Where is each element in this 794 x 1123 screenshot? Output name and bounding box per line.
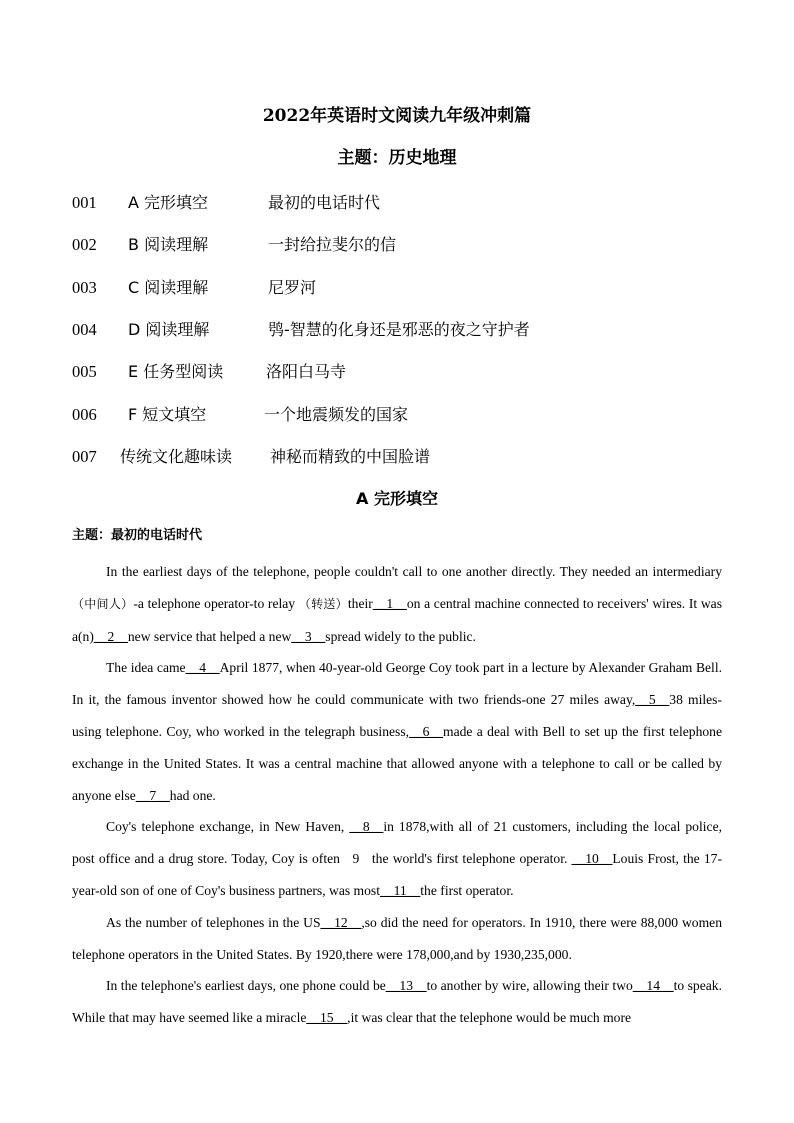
passage-text: made a deal with Bell to set up the first telephone exchange in the United States. It was a central machine that allowed anyone with a telephone to call or be called by anyone else xyxy=(72,723,722,803)
passage-paragraph xyxy=(72,556,722,652)
document-title: 2022年英语时文阅读九年级冲刺篇 xyxy=(262,106,532,126)
blank-6[interactable]: __6__ xyxy=(409,723,444,739)
document-subtitle: 主题：历史地理 xyxy=(337,148,457,168)
passage-paragraph xyxy=(72,970,722,1034)
blank-14[interactable]: __14__ xyxy=(632,978,674,994)
passage-text: The idea came xyxy=(106,660,186,676)
passage-paragraph xyxy=(72,652,722,811)
passage-text: spread widely to the public. xyxy=(325,628,476,644)
passage-text: in 1878,with all of 21 customers, including the local police, post office and a drug store. Today, Coy is often xyxy=(72,819,722,867)
passage-text: 38 miles-using telephone. Coy, who worked in the telegraph business, xyxy=(72,692,722,739)
passage-text: to another by wire, allowing their two xyxy=(426,978,633,994)
toc-item-topic: 神秘而精致的中国脸谱 xyxy=(270,447,431,466)
blank-12[interactable]: __12__ xyxy=(320,914,362,930)
passage-text: -a telephone operator-to relay xyxy=(133,595,296,611)
blank-7[interactable]: __7__ xyxy=(135,787,170,803)
toc-item-type: B 阅读理解 xyxy=(128,235,209,254)
section-topic: 主题：最初的电话时代 xyxy=(72,528,203,543)
passage-text: ,so did the need for operators. In 1910, there were 88,000 women telephone operators in the United States. By 1920,there were 178,000,and by 1930,235,000. xyxy=(72,914,722,962)
blank-8[interactable]: __8__ xyxy=(349,819,384,835)
toc-item-topic: 鸮-智慧的化身还是邪恶的夜之守护者 xyxy=(268,320,530,339)
blank-3[interactable]: __3__ xyxy=(291,628,326,644)
toc-item-number: 001 xyxy=(72,193,97,212)
blank-4[interactable]: __4__ xyxy=(185,660,220,676)
toc-item-type: D 阅读理解 xyxy=(128,320,210,339)
toc-item-topic: 尼罗河 xyxy=(268,278,317,297)
passage-text: new service that helped a new xyxy=(127,628,292,644)
passage-paragraph xyxy=(72,907,722,971)
toc-item-number: 005 xyxy=(72,362,97,381)
section-title: A 完形填空 xyxy=(356,489,438,508)
toc-item-type: A 完形填空 xyxy=(128,193,209,212)
passage-text: Coy's telephone exchange, in New Haven, xyxy=(106,819,345,835)
blank-9[interactable]: 9 xyxy=(352,851,360,867)
toc-item-number: 004 xyxy=(72,320,97,339)
passage-text: the world's first telephone operator. xyxy=(371,851,568,867)
passage-text: on a central machine connected to receivers' wires. It was a(n) xyxy=(72,595,722,644)
toc-item-type: 传统文化趣味读 xyxy=(120,447,233,466)
toc-item-topic: 一个地震频发的国家 xyxy=(264,405,409,424)
cloze-passage xyxy=(72,556,722,1034)
passage-text: to speak. While that may have seemed like a miracle xyxy=(72,978,722,1026)
blank-1[interactable]: __1__ xyxy=(372,595,407,611)
chinese-gloss: （中间人） xyxy=(72,596,134,611)
passage-text: Louis Frost, the 17-year-old son of one of Coy's business partners, was most xyxy=(72,851,722,898)
toc-item-topic: 一封给拉斐尔的信 xyxy=(268,235,397,254)
toc-item-number: 002 xyxy=(72,235,97,254)
passage-text: In the telephone's earliest days, one phone could be xyxy=(106,978,386,994)
chinese-gloss: （转送） xyxy=(298,596,348,611)
blank-15[interactable]: __15__ xyxy=(306,1010,348,1026)
toc-item-topic: 最初的电话时代 xyxy=(268,193,381,212)
passage-text: ,it was clear that the telephone would be much more xyxy=(347,1010,632,1026)
toc-item-number: 007 xyxy=(72,447,97,466)
toc-item-type: E 任务型阅读 xyxy=(128,362,224,381)
blank-5[interactable]: __5__ xyxy=(635,692,670,708)
blank-13[interactable]: __13__ xyxy=(385,978,427,994)
passage-text: As the number of telephones in the US xyxy=(106,914,321,930)
toc-item-topic: 洛阳白马寺 xyxy=(266,362,347,381)
blank-2[interactable]: __2__ xyxy=(93,628,128,644)
toc-item-type: C 阅读理解 xyxy=(128,278,209,297)
passage-text: their xyxy=(347,595,373,611)
toc-item-type: F 短文填空 xyxy=(128,405,207,424)
passage-text: the first operator. xyxy=(420,882,514,898)
passage-paragraph xyxy=(72,811,722,906)
toc-item-number: 003 xyxy=(72,278,97,297)
passage-text: In the earliest days of the telephone, people couldn't call to one another directly. They needed an intermediary xyxy=(106,564,722,579)
passage-text: had one. xyxy=(169,787,216,803)
toc-item-number: 006 xyxy=(72,405,97,424)
blank-10[interactable]: __10__ xyxy=(571,851,613,867)
passage-text: April 1877, when 40-year-old George Coy took part in a lecture by Alexander Graham Bell. In it, the famous inventor showed how he could communicate with two friends-one 27 miles away, xyxy=(72,660,722,708)
blank-11[interactable]: __11__ xyxy=(380,882,421,898)
